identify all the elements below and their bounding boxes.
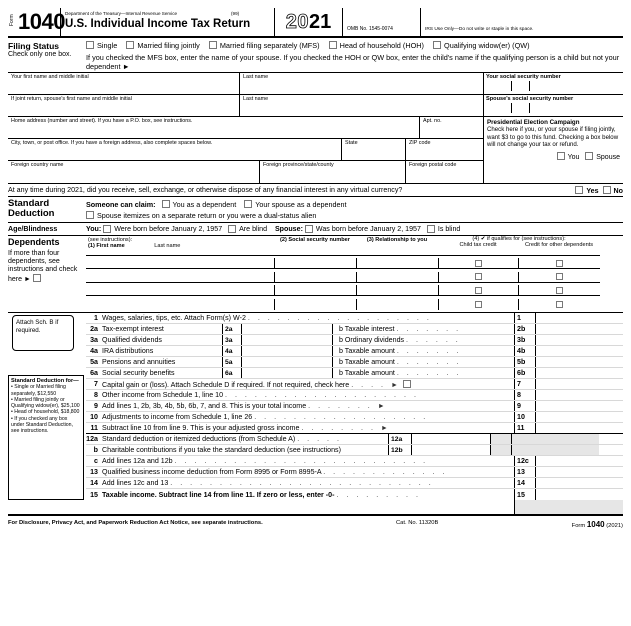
col-other-credit: Credit for other dependents [524,242,594,248]
dep-ssn-cell[interactable] [274,272,356,283]
standard-deduction-section [8,197,623,223]
apt-field[interactable] [420,117,483,138]
std-sidebox-item: • If you checked any box under Standard Deduction, see instructions. [11,415,74,435]
ssn-field[interactable] [484,81,623,91]
line-number: 2a [90,325,98,333]
line-7-amount[interactable] [536,379,623,389]
first-name-field[interactable] [8,73,240,94]
line-number: 6a [90,369,98,377]
line-13: 13 Qualified business income deduction from Form 8995 or Form 8995-A . . . . . . . . . . . . . 13 [86,467,623,478]
last-name-label: Last name [243,74,269,80]
line-text-b: b Taxable interest [339,325,395,333]
dep-rel-cell[interactable] [356,272,438,283]
you-born-before-label: Were born before January 2, 1957 [114,225,223,233]
line-5b-amount[interactable] [536,357,623,367]
line-4a-amount[interactable] [242,346,333,356]
line-box-label: 2b [514,324,536,334]
line-3a-amount[interactable] [242,335,333,345]
form-number-box [8,8,65,36]
line-6: 6a Social security benefits 6a b Taxable amount . . . . . . . 6b [86,368,623,379]
footer-form-number: 1040 [586,520,605,529]
line-box-label: 2a [222,324,242,334]
dep-name-cell[interactable] [86,272,274,283]
age-you-label: You: [86,225,102,233]
line-box-label: 4b [514,346,536,356]
line-5: 5a Pensions and annuities 5a b Taxable amount . . . . . . . 5b [86,357,623,368]
year-outline: 20 [285,10,309,33]
line-number: 3a [90,336,98,344]
home-address-field[interactable] [8,117,420,138]
line-text: Taxable income. Subtract line 14 from line 11. If zero or less, enter -0- [102,490,335,499]
std-sidebox-item: • Head of household, $18,800 [11,409,80,416]
line-number: 8 [94,391,98,399]
dependents-section [8,236,623,313]
line-2: 2a Tax-exempt interest 2a b Taxable interest . . . . . . . 2b [86,324,623,335]
dep-name-cell[interactable] [86,285,274,296]
line-text: Add lines 12c and 13 [102,479,169,487]
spouse-itemizes-label: Spouse itemizes on a separate return or you were a dual-status alien [97,211,317,220]
spouse-dependent-checkbox[interactable] [244,200,252,208]
line-number: 1 [94,314,98,322]
line-number: 11 [90,424,98,432]
campaign-you-label: You [567,153,580,161]
you-dependent-checkbox[interactable] [162,200,170,208]
state-label: State [345,140,358,146]
apt-label: Apt. no. [423,118,442,124]
dep-rel-cell[interactable] [356,299,438,310]
line-text: Add lines 12a and 12b [102,457,173,465]
dep-odc-checkbox[interactable] [556,287,563,294]
line-1-amount[interactable] [536,313,623,323]
spouse-itemizes-checkbox[interactable] [86,211,94,219]
zip-label: ZIP code [409,140,431,146]
irs-use-only: IRS Use Only—Do not write or staple in this space. [425,27,534,32]
line-text-b: b Taxable amount [339,369,395,377]
line-box-label: 3a [222,335,242,345]
line-2b-amount[interactable] [536,324,623,334]
line-11-amount[interactable] [536,423,623,433]
virtual-currency-question: At any time during 2021, did you receive, sell, exchange, or otherwise dispose of any financial interest in any virtual currency? [8,186,403,194]
line-3b-amount[interactable] [536,335,623,345]
line-12b-amount[interactable] [412,445,490,455]
campaign-spouse-label: Spouse [596,153,620,161]
footer-notice: For Disclosure, Privacy Act, and Paperwork Reduction Act Notice, see separate instructions. [8,520,263,526]
dep-rel-cell[interactable] [356,285,438,296]
tax-year [275,8,343,36]
campaign-text: Check here if you, or your spouse if filing jointly, want $3 to go to this fund. Checking a box below will not change your tax or refund. [487,126,619,149]
line-box-label: 15 [514,489,536,500]
line-text: Social security benefits [102,369,175,377]
line-box-label: 11 [514,423,536,433]
form-title: U.S. Individual Income Tax Return [65,18,251,30]
filing-status-section [8,38,623,73]
line-box-label: 13 [514,467,536,477]
line-text-b: b Taxable amount [339,347,395,355]
dependents-title: Dependents [8,237,60,247]
bottom-shaded-row [86,500,623,514]
income-section [8,313,623,514]
campaign-you-checkbox[interactable] [557,152,565,160]
line-number: 13 [90,468,98,476]
you-dependent-label: You as a dependent [172,200,237,209]
standard-deduction-title: Standard Deduction [8,198,55,219]
form-footer [8,514,623,529]
line-8: 8 Other income from Schedule 1, line 10 . . . . . . . . . . . . . . . . . . . . 8 [86,390,623,401]
city-field[interactable] [8,139,342,160]
std-sidebox-item: • Single or Married filing separately, $12,550 [11,384,66,397]
line-text: Pensions and annuities [102,358,176,366]
line-text: Charitable contributions if you take the standard deduction (see instructions) [102,446,341,454]
zip-field[interactable] [406,139,483,160]
line-text: IRA distributions [102,347,154,355]
footer-form-id [572,520,623,529]
filing-status-instruction: If you checked the MFS box, enter the name of your spouse. If you checked the HOH or QW box, enter the child's name if the qualifying person is a child but not your dependent ► [86,53,620,71]
dep-name-cell[interactable] [86,258,274,269]
line-8-amount[interactable] [536,390,623,400]
standard-deduction-sidebox [8,375,84,500]
first-name-label: Your first name and middle initial [11,74,89,80]
col-ssn: (2) Social security number [280,237,350,243]
address-section [8,117,623,184]
dep-ctc-checkbox[interactable] [475,260,482,267]
dep-ssn-cell[interactable] [274,285,356,296]
capital-gain-checkbox[interactable] [403,380,411,388]
foreign-country-field[interactable] [8,161,260,183]
age-blindness-row [8,223,623,236]
line-15: 15 Taxable income. Subtract line 14 from line 11. If zero or less, enter -0- . . . . . . . . . 15 [86,489,623,500]
spouse-born-before-checkbox[interactable] [305,225,313,233]
line-number: 14 [90,479,98,487]
dep-ssn-cell[interactable] [274,299,356,310]
spouse-first-name-label: If joint return, spouse's first name and middle initial [11,96,132,102]
dep-odc-checkbox[interactable] [556,273,563,280]
dep-rel-cell[interactable] [356,258,438,269]
virtual-yes-label: Yes [586,186,599,195]
std-sidebox-title: Standard Deduction for— [11,378,79,384]
line-box-label: 12b [388,445,412,455]
line-14-amount[interactable] [536,478,623,488]
dep-odc-checkbox[interactable] [556,260,563,267]
form-header [8,8,623,38]
line-box-label: 4a [222,346,242,356]
title-box [61,8,275,36]
line-4b-amount[interactable] [536,346,623,356]
line-12b [86,445,623,456]
line-3: 3a Qualified dividends 3a b Ordinary dividends . . . . . . 3b [86,335,623,346]
line-12a-amount[interactable] [412,434,490,444]
footer-year: (2021) [606,523,623,529]
line-box-label: 8 [514,390,536,400]
col-first-name: (1) First name [88,243,125,249]
line-12c: c Add lines 12a and 12b . . . . . . . . . . . . . . . . . . . . . . . . . . 12c [86,456,623,467]
foreign-province-field[interactable] [260,161,406,183]
dependents-table [86,236,623,312]
line-box-label: 5a [222,357,242,367]
you-blind-checkbox[interactable] [228,225,236,233]
spouse-last-name-label: Last name [243,96,269,102]
spouse-name-row [8,95,623,117]
line-text: Add lines 1, 2b, 3b, 4b, 5b, 6b, 7, and 8. This is your total income [102,402,307,410]
virtual-currency-row [8,184,623,197]
line-text: Adjustments to income from Schedule 1, line 26 [102,413,253,421]
line-text: Qualified dividends [102,336,162,344]
line-box-label: 6b [514,368,536,378]
dep-ctc-checkbox[interactable] [475,273,482,280]
line-number: c [94,457,98,465]
form-number: 1040 [18,9,65,34]
filing-status-subtitle: Check only one box. [8,51,72,58]
dependents-see-label: (see instructions): [88,237,133,243]
dep-ssn-cell[interactable] [274,258,356,269]
foreign-province-label: Foreign province/state/county [263,162,334,168]
line-number: 15 [90,490,98,499]
mfj-label: Married filing jointly [137,41,200,50]
dep-name-cell[interactable] [86,299,274,310]
ssn-label: Your social security number [486,74,561,80]
line-1: 1 Wages, salaries, tips, etc. Attach Form(s) W-2 . . . . . . . . . . . . . . . . . . . 1 [86,313,623,324]
line-text-b: b Taxable amount [339,358,395,366]
line-6b-amount[interactable] [536,368,623,378]
dependents-side-note [8,250,86,284]
line-box-label: 14 [514,478,536,488]
col-child-credit: Child tax credit [459,242,497,248]
spouse-born-before-label: Was born before January 2, 1957 [315,225,421,233]
line-text: Other income from Schedule 1, line 10 [102,391,224,399]
home-address-label: Home address (number and street). If you have a P.O. box, see instructions. [11,118,193,124]
std-sidebox-item: • Married filing jointly or Qualifying widow(er), $25,100 [11,396,80,410]
hoh-checkbox[interactable] [329,41,337,49]
single-label: Single [97,41,118,50]
virtual-no-label: No [613,186,623,195]
foreign-postal-field[interactable] [406,161,483,183]
line-box-label: 7 [514,379,536,389]
last-name-field[interactable] [240,73,484,94]
spouse-first-name-field[interactable] [8,95,240,116]
filing-status-title: Filing Status [8,41,59,51]
presidential-campaign-box [484,117,623,183]
qw-checkbox[interactable] [433,41,441,49]
col-qualifies: (4) ✔ if qualifies for (see instructions): [472,236,566,242]
line-number: 12a [86,435,98,443]
line-text: Qualified business income deduction from Form 8995 or Form 8995-A [102,468,322,476]
line-box-label: 1 [514,313,536,323]
city-label: City, town, or post office. If you have a foreign address, also complete spaces below. [11,140,213,146]
dep-odc-checkbox[interactable] [556,301,563,308]
virtual-yes-checkbox[interactable] [575,186,583,194]
line-12a: 12a Standard deduction or itemized deductions (from Schedule A) . . . . . 12a [86,434,623,445]
line-9: 9 Add lines 1, 2b, 3b, 4b, 5b, 6b, 7, and 8. This is your total income . . . . . . . ► 9 [86,401,623,412]
line-6a-amount[interactable] [242,368,333,378]
spouse-blind-checkbox[interactable] [427,225,435,233]
year-solid: 21 [309,10,332,33]
line-text: Wages, salaries, tips, etc. Attach Form(s) W-2 [102,314,246,322]
line-4: 4a IRA distributions 4a b Taxable amount . . . . . . . 4b [86,346,623,357]
omb-number: OMB No. 1545-0074 [343,8,421,36]
line-number: 4a [90,347,98,355]
line-5a-amount[interactable] [242,357,333,367]
line-box-label: 5b [514,357,536,367]
income-lines [86,313,623,514]
single-checkbox[interactable] [86,41,94,49]
line-box-label: 6a [222,368,242,378]
virtual-no-checkbox[interactable] [603,186,611,194]
someone-can-claim-label: Someone can claim: [86,200,156,209]
dep-ctc-checkbox[interactable] [475,301,482,308]
line-13-amount[interactable] [536,467,623,477]
spouse-ssn-label: Spouse's social security number [486,96,574,102]
more-dependents-checkbox[interactable] [33,274,41,282]
footer-form-word: Form [571,523,586,529]
form-vertical-label: Form [9,14,15,26]
line-text-b: b Ordinary dividends [339,336,405,344]
dep-ctc-checkbox[interactable] [475,287,482,294]
line-number: 9 [94,402,98,410]
line-number: 5a [90,358,98,366]
line-text: Standard deduction or itemized deductions (from Schedule A) [102,435,296,443]
qw-label: Qualifying widow(er) (QW) [444,41,530,50]
foreign-country-label: Foreign country name [11,162,64,168]
line-text: Subtract line 10 from line 9. This is your adjusted gross income [102,424,300,432]
line-10-amount[interactable] [536,412,623,422]
age-spouse-label: Spouse: [274,225,303,233]
spouse-dependent-label: Your spouse as a dependent [255,200,347,209]
form-code: (99) [231,11,240,16]
line-12c-amount[interactable] [536,456,623,466]
taxpayer-name-row [8,73,623,95]
line-10: 10 Adjustments to income from Schedule 1, line 26 . . . . . . . . . . . . . . . . . . 10 [86,412,623,423]
mfj-checkbox[interactable] [126,41,134,49]
line-text: Tax-exempt interest [102,325,164,333]
line-box-label: 3b [514,335,536,345]
line-15-amount[interactable] [536,489,623,500]
hoh-label: Head of household (HOH) [339,41,424,50]
campaign-spouse-checkbox[interactable] [585,152,593,160]
line-box-label: 12a [388,434,412,444]
catalog-number: Cat. No. 11320B [395,520,439,526]
spouse-ssn-field[interactable] [484,103,623,113]
line-box-label: 9 [514,401,536,411]
attach-schedule-b-note: Attach Sch. B if required. [12,315,74,351]
line-7: 7 Capital gain or (loss). Attach Schedule D if required. If not required, check here . . . . ► 7 [86,379,623,390]
foreign-postal-label: Foreign postal code [409,162,457,168]
col-relationship: (3) Relationship to you [366,237,428,243]
line-9-amount[interactable] [536,401,623,411]
line-2a-amount[interactable] [242,324,333,334]
dependents-side-text: If more than four dependents, see instructions and check here ► [8,250,78,283]
mfs-checkbox[interactable] [209,41,217,49]
mfs-label: Married filing separately (MFS) [219,41,320,50]
line-number: 7 [94,380,98,388]
line-number: 10 [90,413,98,421]
line-box-label: 10 [514,412,536,422]
age-blindness-title: Age/Blindness [8,225,58,233]
spouse-last-name-field[interactable] [240,95,484,116]
you-blind-label: Are blind [239,225,268,233]
spouse-blind-label: Is blind [437,225,461,233]
line-text: Capital gain or (loss). Attach Schedule D if required. If not required, check here [102,380,350,389]
line-14: 14 Add lines 12c and 13 . . . . . . . . . . . . . . . . . . . . . . . . . . . 14 [86,478,623,489]
department-label: Department of the Treasury—Internal Revenue Service [65,11,178,16]
you-born-before-checkbox[interactable] [103,225,111,233]
state-field[interactable] [342,139,406,160]
col-last-name: Last name [154,243,181,249]
campaign-title: Presidential Election Campaign [487,119,580,126]
line-box-label: 12c [514,456,536,466]
line-11: 11 Subtract line 10 from line 9. This is your adjusted gross income . . . . . . . . ► 11 [86,423,623,434]
line-number: b [93,446,98,454]
